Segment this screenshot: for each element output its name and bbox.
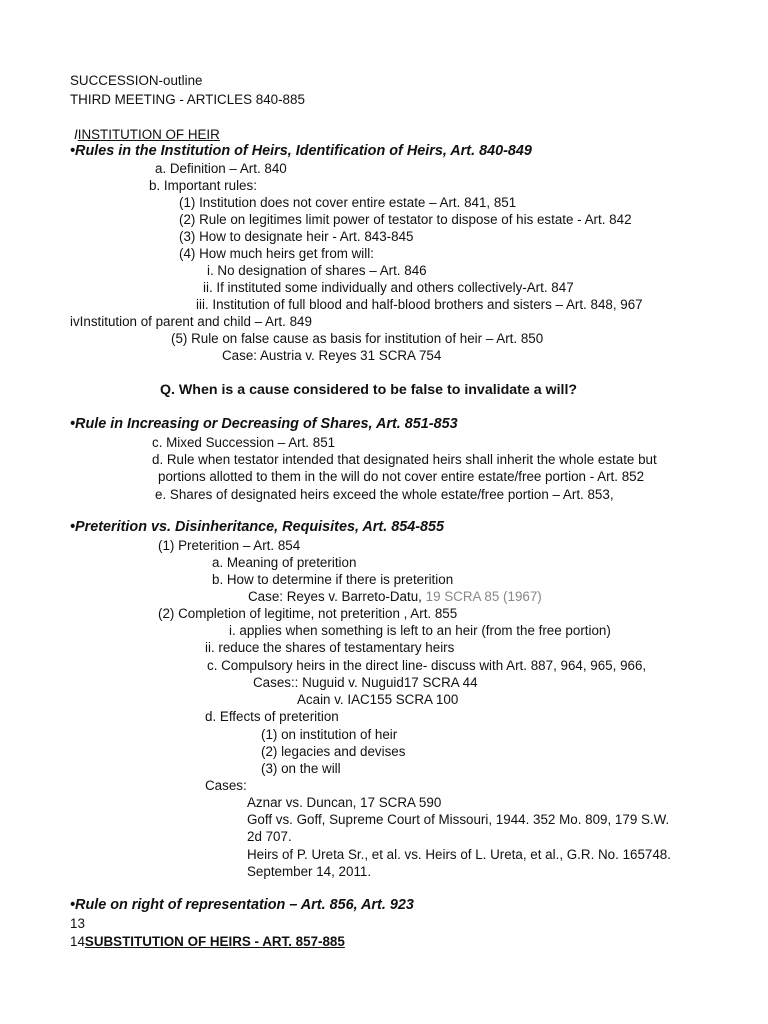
heading-text: Rules in the Institution of Heirs, Identification of Heirs, Art. 840-849	[75, 143, 532, 159]
rule-4-iv: ivInstitution of parent and child – Art. 849	[70, 314, 312, 329]
item-preterition-meaning: a. Meaning of preterition	[212, 555, 357, 570]
item-effects-preterition: d. Effects of preterition	[205, 709, 339, 724]
heading-preterition	[70, 519, 444, 536]
rule-4: (4) How much heirs get from will:	[179, 246, 374, 261]
heading-text: Preterition vs. Disinheritance, Requisites, Art. 854-855	[75, 519, 445, 535]
section-title: INSTITUTION OF HEIR	[77, 127, 220, 142]
bullet-icon: •	[70, 897, 76, 913]
item-completion-i: i. applies when something is left to an heir (from the free portion)	[229, 623, 611, 638]
doc-title: SUCCESSION-outline	[70, 73, 203, 88]
item-definition: a. Definition – Art. 840	[155, 161, 287, 176]
item-important-rules: b. Important rules:	[149, 178, 257, 193]
section-institution-heading	[74, 126, 220, 143]
rule-5: (5) Rule on false cause as basis for institution of heir – Art. 850	[171, 331, 544, 346]
case-nuguid: Cases:: Nuguid v. Nuguid17 SCRA 44	[253, 675, 478, 690]
heading-rules-institution	[70, 143, 532, 160]
question: Q. When is a cause considered to be false to invalidate a will?	[160, 382, 578, 398]
case-austria: Case: Austria v. Reyes 31 SCRA 754	[222, 348, 442, 363]
case-reyes	[248, 588, 542, 605]
case-ureta-b: September 14, 2011.	[247, 864, 372, 879]
case-ureta-a: Heirs of P. Ureta Sr., et al. vs. Heirs of L. Ureta, et al., G.R. No. 165748.	[247, 847, 671, 862]
item-rule-testator-b: portions allotted to them in the will do not cover entire estate/free portion - Art. 852	[158, 469, 645, 484]
rule-3: (3) How to designate heir - Art. 843-845	[179, 229, 414, 244]
heading-text: Rule in Increasing or Decreasing of Shares, Art. 851-853	[75, 416, 458, 432]
item-shares-exceed: e. Shares of designated heirs exceed the whole estate/free portion – Art. 853,	[155, 487, 614, 502]
effect-3: (3) on the will	[261, 761, 341, 776]
item-rule-testator-a: d. Rule when testator intended that designated heirs shall inherit the whole estate but	[152, 452, 657, 467]
bullet-icon: •	[70, 519, 76, 535]
item-preterition: (1) Preterition – Art. 854	[158, 538, 301, 553]
case-reyes-name: Case: Reyes v. Barreto-Datu,	[248, 589, 426, 604]
rule-4-ii: ii. If instituted some individually and others collectively-Art. 847	[203, 280, 574, 295]
bullet-icon: •	[70, 143, 76, 159]
item-preterition-determine: b. How to determine if there is preterition	[212, 572, 454, 587]
item-completion-legitime: (2) Completion of legitime, not preterition , Art. 855	[158, 606, 458, 621]
item-completion-ii: ii. reduce the shares of testamentary heirs	[205, 640, 455, 655]
roman-numeral: I	[74, 127, 78, 142]
heading-representation	[70, 897, 414, 914]
effect-1: (1) on institution of heir	[261, 727, 398, 742]
case-acain: Acain v. IAC155 SCRA 100	[297, 692, 459, 707]
item-mixed-succession: c. Mixed Succession – Art. 851	[152, 435, 336, 450]
cases-label: Cases:	[205, 778, 247, 793]
effect-2: (2) legacies and devises	[261, 744, 406, 759]
case-goff-b: 2d 707.	[247, 829, 292, 844]
line-number-14: 14	[70, 934, 85, 949]
case-aznar: Aznar vs. Duncan, 17 SCRA 590	[247, 795, 442, 810]
heading-shares	[70, 416, 458, 433]
heading-text: Rule on right of representation – Art. 856, Art. 923	[75, 897, 414, 913]
line-number-13: 13	[70, 916, 85, 931]
section-title: SUBSTITUTION OF HEIRS - ART. 857-885	[84, 934, 345, 949]
rule-4-iii: iii. Institution of full blood and half-blood brothers and sisters – Art. 848, 967	[196, 297, 643, 312]
rule-2: (2) Rule on legitimes limit power of testator to dispose of his estate - Art. 842	[179, 212, 632, 227]
meeting-title: THIRD MEETING - ARTICLES 840-885	[70, 92, 305, 107]
item-compulsory-heirs: c. Compulsory heirs in the direct line- discuss with Art. 887, 964, 965, 966,	[207, 658, 647, 673]
case-goff-a: Goff vs. Goff, Supreme Court of Missouri, 1944. 352 Mo. 809, 179 S.W.	[247, 812, 670, 827]
bullet-icon: •	[70, 416, 76, 432]
rule-4-i: i. No designation of shares – Art. 846	[207, 263, 427, 278]
case-reyes-citation: 19 SCRA 85 (1967)	[425, 589, 542, 604]
rule-1: (1) Institution does not cover entire estate – Art. 841, 851	[179, 195, 517, 210]
section-substitution-heading	[70, 933, 345, 950]
